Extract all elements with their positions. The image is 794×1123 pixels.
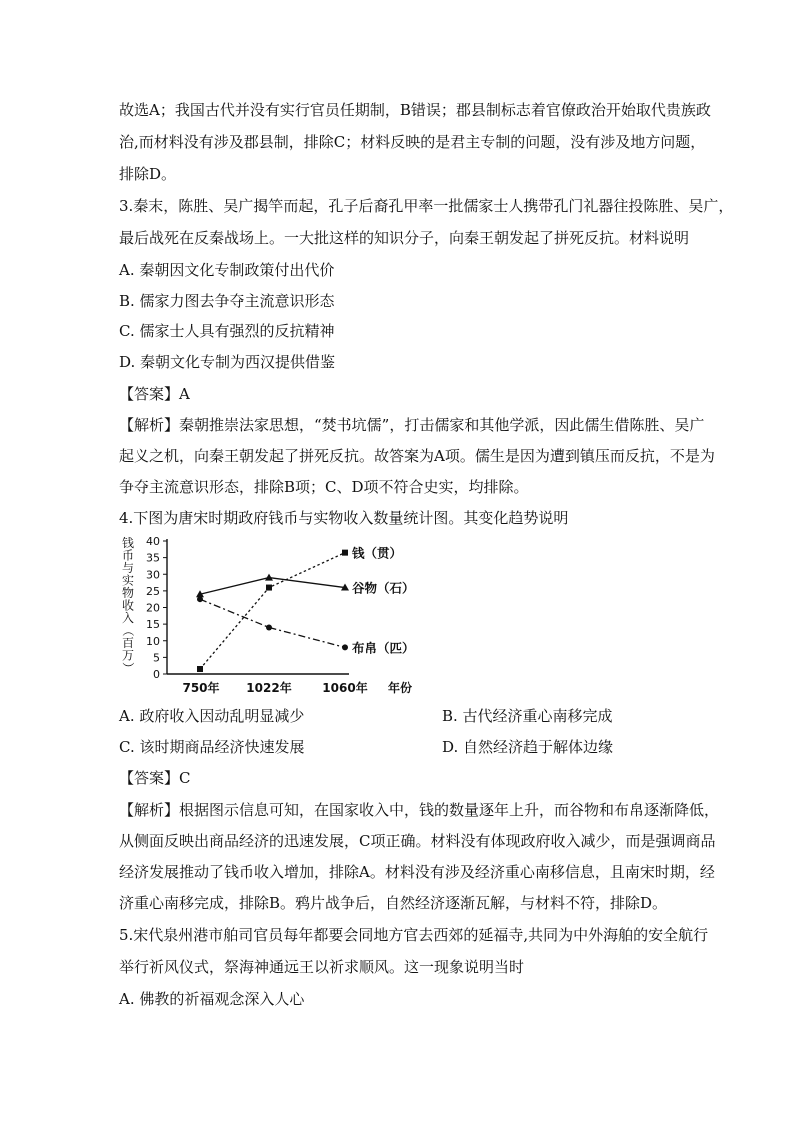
question-5-option-a: A. 佛教的祈福观念深入人心	[119, 990, 305, 1008]
data-point-circle	[197, 596, 203, 602]
y-tick-label: 20	[146, 601, 160, 615]
y-tick-label: 30	[146, 568, 160, 582]
question-4-option-b: B. 古代经济重心南移完成	[442, 707, 613, 725]
y-axis-label-char: 百	[121, 636, 135, 650]
question-3-option-c: C. 儒家士人具有强烈的反抗精神	[119, 322, 335, 340]
question-3-analysis: 争夺主流意识形态，排除B项；C、D项不符合史实，均排除。	[119, 478, 529, 496]
question-4-stem: 4.下图为唐宋时期政府钱币与实物收入数量统计图。其变化趋势说明	[119, 509, 569, 527]
series-label: 钱（贯）	[352, 545, 403, 561]
y-axis-label-char: 入	[121, 611, 135, 625]
y-axis-label-char: 万	[121, 648, 135, 663]
text-line: 治,而材料没有涉及郡县制，排除C；材料反映的是君主专制的问题，没有涉及地方问题，	[119, 133, 706, 151]
x-tick-label: 1060年	[322, 681, 368, 695]
series-line	[200, 553, 345, 669]
question-4-answer: 【答案】C	[119, 769, 191, 787]
data-point-square	[342, 550, 348, 556]
data-point-square	[197, 666, 203, 672]
question-3-option-a: A. 秦朝因文化专制政策付出代价	[119, 261, 335, 279]
x-tick-label: 750年	[182, 681, 220, 695]
x-axis-label: 年份	[387, 681, 413, 695]
y-axis-label-char: 物	[121, 586, 135, 600]
series-label: 布帛（匹）	[352, 640, 415, 656]
data-point-circle	[266, 624, 272, 630]
income-line-chart	[117, 533, 420, 700]
y-axis-label-char: ）	[121, 661, 135, 675]
series-label: 谷物（石）	[352, 580, 415, 596]
question-3-analysis: 【解析】秦朝推崇法家思想，“焚书坑儒”，打击儒家和其他学派，因此儒生借陈胜、吴广	[119, 416, 705, 434]
y-axis-label-char: 实	[121, 573, 135, 588]
y-axis-label-char: 钱	[121, 536, 135, 550]
y-tick-label: 5	[153, 651, 160, 665]
question-3-stem: 最后战死在反秦战场上。一大批这样的知识分子，向秦王朝发起了拼死反抗。材料说明	[119, 229, 690, 247]
x-tick-label: 1022年	[246, 681, 292, 695]
question-3-analysis: 起义之机，向秦王朝发起了拼死反抗。故答案为A项。儒生是因为遭到镇压而反抗，不是为	[119, 447, 715, 465]
question-3-option-d: D. 秦朝文化专制为西汉提供借鉴	[119, 353, 336, 371]
question-3-answer: 【答案】A	[119, 385, 190, 403]
question-4-analysis: 济重心南移完成，排除B。鸦片战争后，自然经济逐渐瓦解，与材料不符，排除D。	[119, 894, 668, 912]
y-tick-label: 25	[146, 584, 160, 598]
y-axis-label-char: 收	[121, 598, 135, 613]
y-tick-label: 15	[146, 618, 160, 632]
data-point-triangle	[265, 574, 273, 581]
text-line: 故选A；我国古代并没有实行官员任期制，B错误；郡县制标志着官僚政治开始取代贵族政	[119, 101, 711, 119]
data-point-square	[266, 585, 272, 591]
question-5-stem: 5.宋代泉州港市舶司官员每年都要会同地方官去西郊的延福寺,共同为中外海舶的安全航行	[119, 926, 709, 944]
question-4-option-c: C. 该时期商品经济快速发展	[119, 738, 305, 756]
text-line: 排除D。	[119, 165, 177, 183]
question-3-option-b: B. 儒家力图去争夺主流意识形态	[119, 292, 335, 310]
y-tick-label: 35	[146, 551, 160, 565]
y-axis-label-char: 与	[121, 561, 135, 575]
y-axis-label-char: （	[121, 624, 135, 637]
question-4-analysis: 【解析】根据图示信息可知，在国家收入中，钱的数量逐年上升，而谷物和布帛逐渐降低，	[119, 801, 720, 819]
y-tick-label: 40	[146, 535, 160, 548]
y-tick-label: 0	[153, 668, 160, 681]
question-4-analysis: 经济发展推动了钱币收入增加，排除A。材料没有涉及经济重心南移信息，且南宋时期，经	[119, 863, 715, 881]
question-4-option-a: A. 政府收入因动乱明显减少	[119, 707, 305, 725]
question-5-stem: 举行祈风仪式，祭海神通远王以祈求顺风。这一现象说明当时	[119, 958, 525, 976]
question-4-analysis: 从侧面反映出商品经济的迅速发展，C项正确。材料没有体现政府收入减少，而是强调商品	[119, 832, 716, 850]
y-tick-label: 10	[146, 634, 160, 648]
question-3-stem: 3.秦末，陈胜、吴广揭竿而起，孔子后裔孔甲率一批儒家士人携带孔门礼器往投陈胜、吴广，	[119, 197, 734, 215]
question-4-option-d: D. 自然经济趋于解体边缘	[442, 738, 614, 756]
series-line	[200, 599, 345, 647]
data-point-circle	[342, 644, 348, 650]
y-axis-label-char: 币	[121, 548, 135, 563]
